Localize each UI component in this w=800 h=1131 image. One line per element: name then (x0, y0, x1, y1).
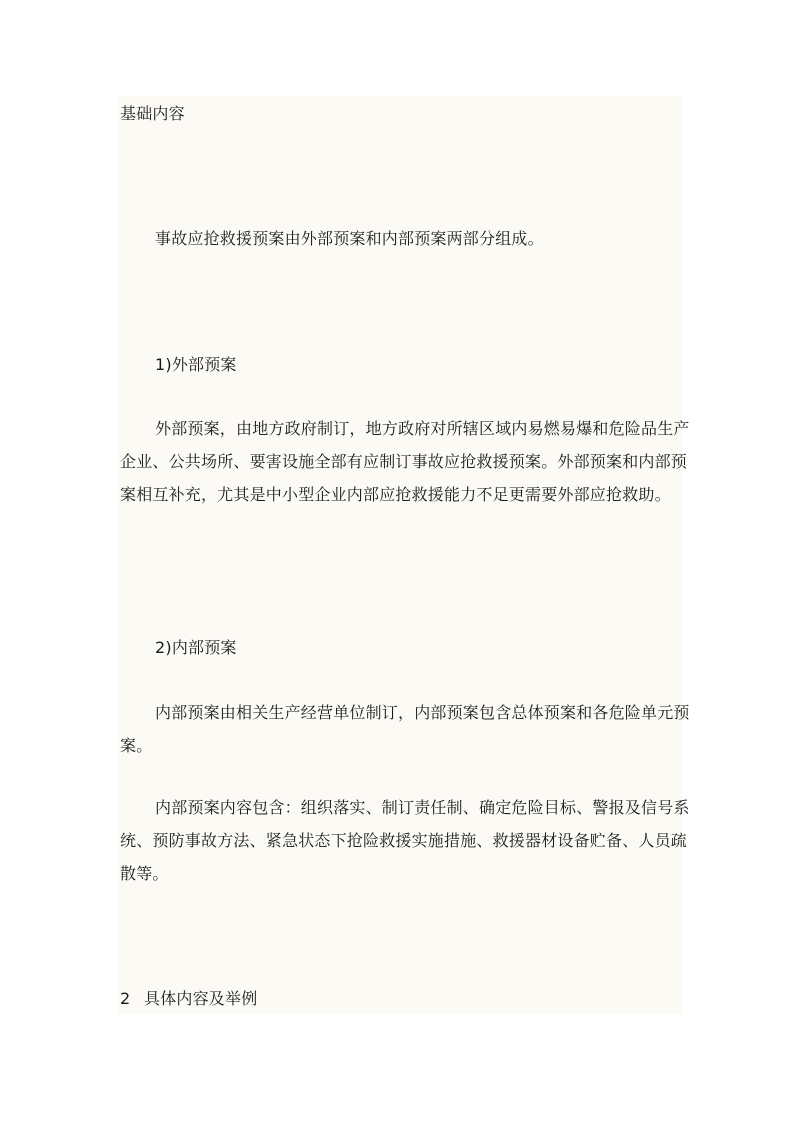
external-paragraph-line-2: 企业、公共场所、要害设施全部有应制订事故应抢救援预案。外部预案和内部预 (120, 452, 688, 471)
section-2-number: 2 (120, 989, 131, 1008)
external-paragraph-line-1: 外部预案，由地方政府制订，地方政府对所辖区域内易燃易爆和危险品生产 (155, 419, 690, 438)
section-2-title: 具体内容及举例 (144, 989, 258, 1008)
internal-paragraph-2-line-3: 散等。 (120, 864, 169, 883)
internal-paragraph-2-line-1: 内部预案内容包含：组织落实、制订责任制、确定危险目标、警报及信号系 (155, 798, 690, 817)
internal-plan-heading: 2)内部预案 (155, 638, 237, 657)
section-title-basic: 基础内容 (120, 104, 185, 123)
external-paragraph-line-3: 案相互补充，尤其是中小型企业内部应抢救援能力不足更需要外部应抢救助。 (120, 485, 671, 504)
external-plan-heading: 1)外部预案 (155, 355, 237, 374)
section-2-heading (120, 991, 257, 1007)
internal-paragraph-1-line-2: 案。 (120, 736, 153, 755)
internal-paragraph-1-line-1: 内部预案由相关生产经营单位制订，内部预案包含总体预案和各危险单元预 (155, 703, 690, 722)
intro-paragraph: 事故应抢救援预案由外部预案和内部预案两部分组成。 (155, 229, 544, 248)
internal-paragraph-2-line-2: 统、预防事故方法、紧急状态下抢险救援实施措施、救援器材设备贮备、人员疏 (120, 831, 688, 850)
